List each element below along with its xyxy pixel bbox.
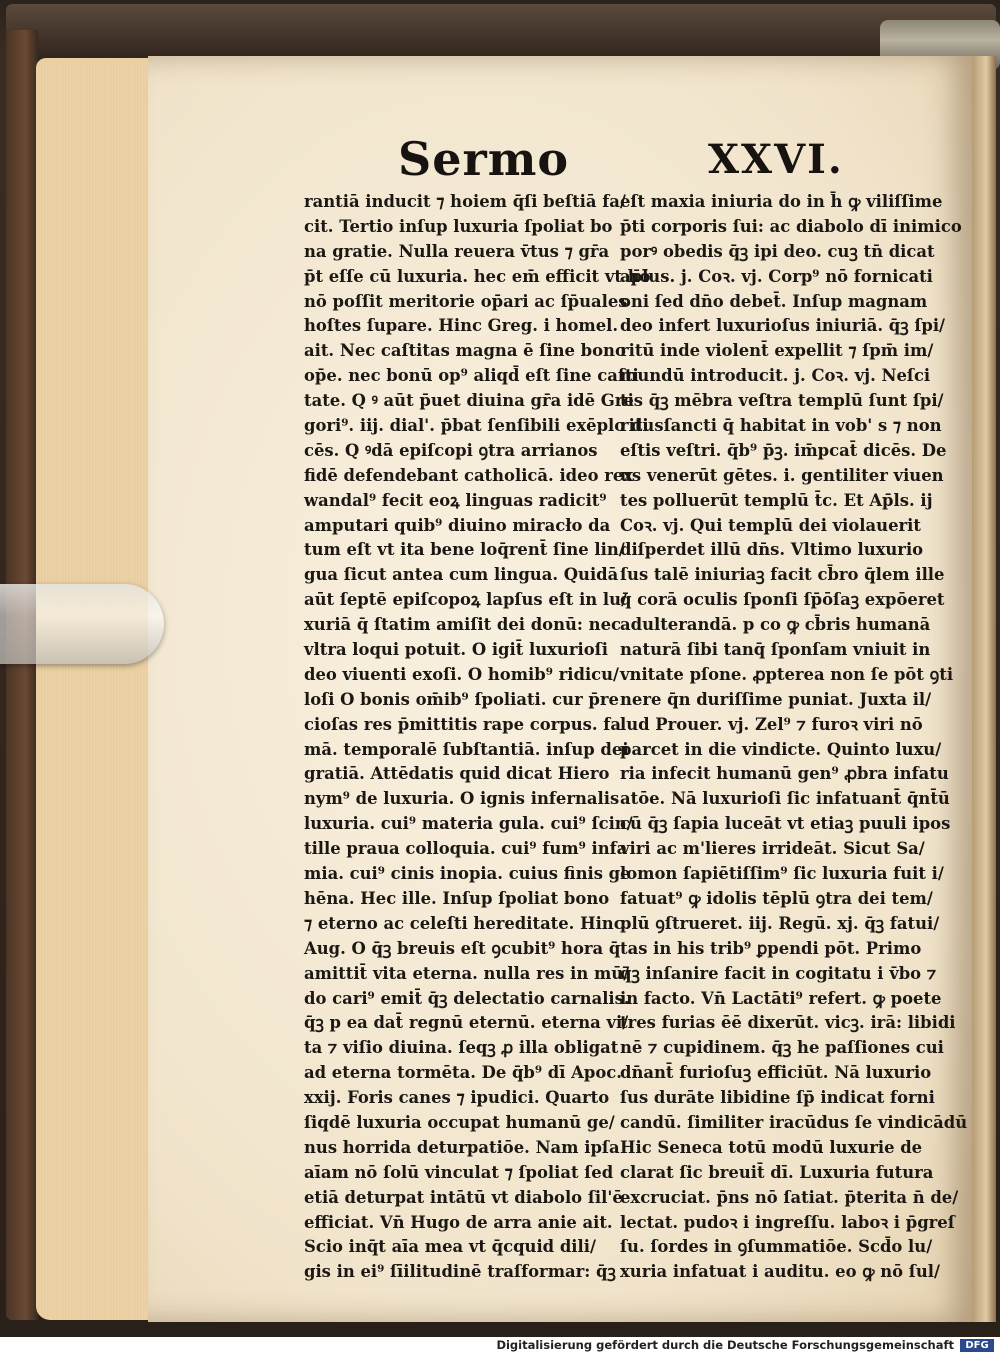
text-line: excruciat. p̄ns nō ſatiat. p̄terita n̄ de/	[620, 1187, 959, 1207]
text-line: na gratie. Nulla reuera v̄tus ⁊ gr̄a	[304, 241, 610, 261]
text-line: porꝰ obedis q̄ꝫ ipi deo. cuꝫ tn̄ dicat	[620, 241, 935, 261]
text-line: loſi O bonis om̄ib⁹ ſpoliati. cur p̄re	[304, 689, 619, 709]
text-line: cēs. Q ꝰdā epiſcopi ꝯtra arrianos	[304, 440, 598, 460]
text-line: rantiā inducit ⁊ hoiem q̄ſi beſtiā fa/	[304, 192, 626, 211]
book-cover-top	[6, 4, 996, 64]
text-line: aīam nō ſolū vinculat ⁊ ſpoliat ſed	[304, 1162, 614, 1182]
text-line: nō poſſit meritorie op̄ari ac ſp̄uales	[304, 291, 628, 311]
text-line: oni ſed dn̄o debet̄. Inſup magnam	[620, 291, 928, 311]
text-line: efficiat. Vn̄ Hugo de arra anie ait.	[304, 1212, 613, 1232]
text-line: op̄e. nec bonū op⁹ aliqd̄ eſt ſine caſti	[304, 366, 639, 386]
text-line: candū. ſimiliter iracūdus ſe vindicādū	[620, 1112, 968, 1132]
text-line: atōe. Nā luxurioſi ſic infatuant̄ q̄nt̄ū	[620, 789, 950, 809]
running-header	[300, 130, 930, 190]
text-line: xxij. Foris canes ⁊ ipudici. Quarto	[304, 1088, 610, 1108]
text-line: ap̄lus. j. Coꝛ. vj. Corp⁹ nō fornicati	[620, 266, 933, 286]
footer-bar	[0, 1337, 1000, 1355]
text-line: ſus durāte libidine ſp̄ indicat forni	[620, 1088, 935, 1108]
text-line: ⁊ eterno ac celeſti hereditate. Hinc	[304, 913, 624, 933]
text-line: lectat. pudoꝛ i ingreſſu. laboꝛ i p̄greſ	[620, 1212, 955, 1232]
text-line: lomon ſapiētiſſim⁹ ſic luxuria fuit i/	[620, 864, 944, 884]
text-line: gori⁹. iij. dial'. p̄bat ſenſibili exēplo di	[304, 416, 649, 436]
funding-credit: Digitalisierung gefördert durch die Deutsche Forschungsgemeinschaft	[496, 1338, 954, 1352]
text-line: Coꝛ. vj. Qui templū dei violauerit	[620, 515, 921, 535]
text-line: dn̄ant̄ furioſuꝫ efficiūt. Nā luxurio	[620, 1063, 932, 1083]
text-line: cū q̄ꝫ ſapia luceāt vt etiaꝫ puuli ipos	[620, 814, 951, 834]
text-line: adulterandā. p co ꝙ cb̄ris humanā	[620, 615, 931, 635]
text-line: tis q̄ꝫ mēbra veſtra templū ſunt ſpi/	[620, 391, 944, 411]
text-line: gua ſicut antea cum lingua. Quidā	[304, 565, 619, 585]
text-line: xuria infatuat i auditu. eo ꝙ nō ſul/	[620, 1262, 940, 1282]
text-line: ritusſancti q̄ habitat in vob' s ⁊ non	[620, 416, 942, 436]
text-line: amittit̄ vita eterna. nulla res in mū/	[304, 963, 630, 983]
gutter-shadow	[972, 56, 996, 1322]
text-line: cit. Tertio inſup luxuria ſpoliat bo	[304, 216, 613, 236]
text-line: mā. temporalē ſubſtantiā. inſup dei	[304, 739, 629, 759]
text-line: diſperdet illū dn̄s. Vltimo luxurio	[620, 540, 924, 560]
text-line: p̄ti corporis ſui: ac diabolo dī inimico	[620, 216, 962, 236]
text-line: tate. Q ꝰ aūt p̄uet diuina gr̄a idē Gre	[304, 391, 634, 411]
text-line: q̄ corā oculis ſponſi ſp̄ōſaꝫ expōeret	[620, 590, 945, 610]
text-line: tes polluerūt templū t̄c. Et Ap̄ls. ij	[620, 490, 933, 510]
text-line: xuriā q̄ ſtatim amiſit dei donū: nec	[304, 615, 622, 635]
text-line: clarat ſic breuit̄ dī. Luxuria futura	[620, 1162, 934, 1182]
text-column-right	[620, 190, 968, 1285]
text-line: fidē defendebant catholicā. ideo rex	[304, 465, 634, 485]
text-line: etiā deturpat intātū vt diabolo ſil'ē	[304, 1187, 623, 1207]
text-column-left	[304, 190, 651, 1285]
text-line: p̄t eſſe cū luxuria. hec em̄ efficit vt hō	[304, 266, 651, 286]
text-line: naturā ſibi tanq̄ ſponſam vniuit in	[620, 640, 931, 660]
text-line: nere q̄n duriſſime puniat. Juxta il/	[620, 689, 932, 709]
text-line: deo viuenti exoſi. O homib⁹ ridicu/	[304, 664, 620, 684]
page-edges	[36, 58, 152, 1320]
text-line: ait. Nec caſtitas magna ē ſine bono	[304, 341, 626, 361]
text-line: in facto. Vn̄ Lactāti⁹ refert. ꝙ poete	[620, 988, 942, 1008]
text-line: aūt ſeptē epiſcopoꝝ lapſus eſt in lu/	[304, 590, 628, 610]
text-line: mundū introducit. j. Coꝛ. vj. Neſci	[620, 366, 931, 386]
text-line: q̄ꝫ inſanire facit in cogitatu i v̄bo ⁊	[620, 963, 937, 983]
text-line: us venerūt gētes. i. gentiliter viuen	[620, 465, 944, 485]
text-line: nym⁹ de luxuria. O ignis infernalis	[304, 789, 620, 809]
header-title: Sermo	[398, 132, 570, 186]
text-line: amputari quib⁹ diuino miracło da	[304, 515, 611, 535]
text-line: gis in ei⁹ ſīilitudinē traſformar: q̄ꝫ	[304, 1262, 616, 1282]
text-line: ria infecit humanū gen⁹ ꝓbra infatu	[620, 764, 949, 784]
text-line: hēna. Hec ille. Inſup ſpoliat bono	[304, 888, 610, 908]
text-line: tille praua colloquia. cui⁹ fum⁹ infa	[304, 839, 628, 859]
text-line: gratiā. Attēdatis quid dicat Hiero	[304, 764, 610, 784]
text-line: tum eſt vt ita bene loq̄rent̄ ſine lin/	[304, 540, 625, 560]
text-line: parcet in die vindicte. Quinto luxu/	[620, 739, 942, 759]
text-line: vltra loqui potuit. O igit̄ luxurioſi	[304, 640, 608, 660]
text-line: nē ⁊ cupidinem. q̄ꝫ he paſſiones cui	[620, 1038, 944, 1058]
text-line: wandal⁹ fecit eoꝝ linguas radicit⁹	[304, 490, 607, 510]
dfg-logo: DFG	[960, 1339, 994, 1352]
text-line: nus horrida deturpatiōe. Nam ipſa	[304, 1137, 620, 1157]
text-line: do cari⁹ emit̄ q̄ꝫ delectatio carnalis.	[304, 988, 630, 1008]
text-line: mia. cui⁹ cinis inopia. cuius finis ge	[304, 864, 631, 884]
text-line: ad eterna tormēta. De q̄b⁹ dī Apoc.	[304, 1063, 622, 1083]
text-line: cioſas res p̄mittitis rape corpus. fa	[304, 714, 621, 734]
text-line: plū ꝯſtrueret. iij. Regū. xj. q̄ꝫ fatui/	[620, 913, 940, 933]
text-line: eſtis veſtri. q̄b⁹ p̄ꝫ. im̄pcat̄ dicēs. De	[620, 440, 947, 460]
text-line: vnitate pſone. ꝓpterea non ſe pōt ꝯti	[620, 664, 954, 684]
header-number: XXVI.	[708, 136, 844, 183]
text-line: viri ac m'lieres irrideāt. Sicut Sa/	[620, 839, 925, 859]
text-line: hoſtes ſupare. Hinc Greg. i homel.	[304, 316, 619, 336]
glass-ruler	[0, 584, 164, 664]
text-line: ſu. ſordes in ꝯſummatiōe. Scd̄o lu/	[620, 1237, 933, 1257]
text-line: ſiqdē luxuria occupat humanū ge/	[304, 1112, 615, 1132]
text-line: Scio inq̄t aīa mea vt q̄cquid dili/	[304, 1237, 596, 1257]
text-line: ſus talē iniuriaꝫ facit cb̄ro q̄lem ille	[620, 565, 945, 585]
text-line: ritū inde violent̄ expellit ⁊ ſpm̄ im/	[620, 341, 934, 361]
text-line: tres furias ēē dixerūt. vicꝫ. irā: libidi	[620, 1013, 956, 1033]
text-line: Hic Seneca totū modū luxurie de	[620, 1137, 923, 1157]
text-line: tas in his trib⁹ ꝑpendi pōt. Primo	[620, 938, 922, 958]
text-line: luxuria. cui⁹ materia gula. cui⁹ ſcin/	[304, 814, 633, 834]
book-cover-left	[6, 30, 38, 1320]
text-line: lud Prouer. vj. Zel⁹ ⁊ furoꝛ viri nō	[620, 714, 923, 734]
text-line: q̄ꝫ p ea dat̄ regnū eternū. eterna vi/	[304, 1013, 629, 1033]
text-line: Aug. O q̄ꝫ breuis eſt ꝯcubit⁹ hora q̄	[304, 938, 621, 958]
text-line: ta ⁊ viſio diuina. ſeqꝫ ꝓ illa obligat	[304, 1038, 619, 1058]
text-line: eſt maxia iniuria do in h̄ ꝙ viliſſime	[620, 192, 943, 211]
text-line: deo infert luxurioſus iniuriā. q̄ꝫ ſpi/	[620, 316, 946, 336]
text-line: fatuat⁹ ꝙ idolis tēplū ꝯtra dei tem/	[620, 888, 933, 908]
